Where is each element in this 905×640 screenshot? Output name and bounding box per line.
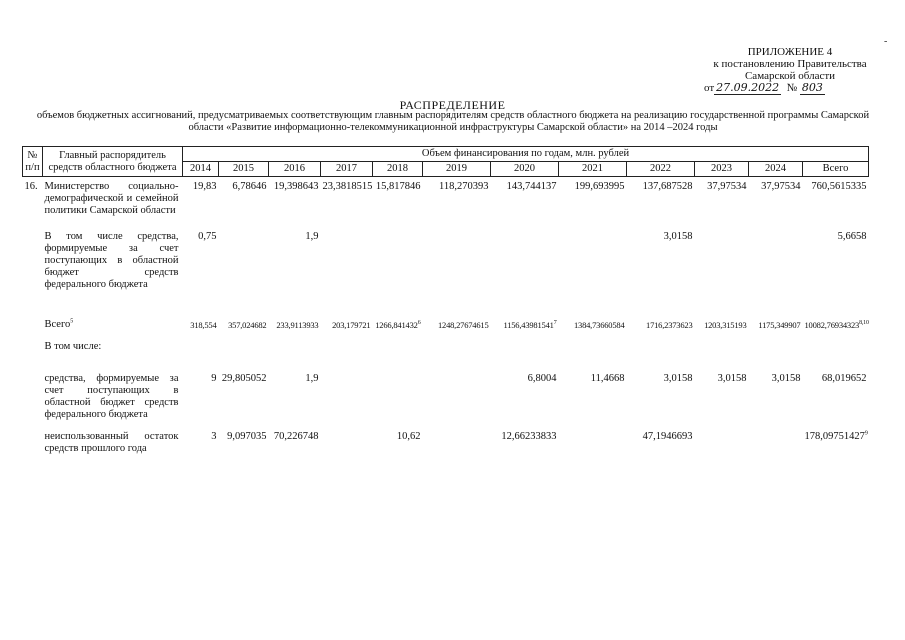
value-text: 1384,73660584 [573,319,625,330]
value-text: 3 [211,430,217,442]
value-cell [423,337,491,369]
value-cell [373,227,423,315]
value-text: 318,554 [190,319,217,330]
value-cell [423,427,491,467]
header-year: 2018 [373,162,423,177]
value-cell [695,369,749,427]
value-cell [695,227,749,315]
value-text: 233,9113933 [276,319,319,330]
value-cell [627,315,695,337]
header-year: 2017 [321,162,373,177]
value-cell [559,177,627,227]
value-cell [321,227,373,315]
value-text: 1716,2373623 [646,319,693,330]
header-year: Всего [803,162,869,177]
value-cell [183,315,219,337]
value-cell [803,337,869,369]
value-cell [269,427,321,467]
row-number [23,227,43,315]
value-cell [219,427,269,467]
row-number: 16. [24,181,38,192]
value-text: 3,0158 [663,372,693,384]
value-text: 19,398643 [273,181,319,192]
value-cell [269,315,321,337]
value-text: 5,6658 [837,230,867,242]
row-name [43,227,183,315]
value-cell [373,177,423,227]
row-number [23,369,43,427]
value-text: 1175,349907 [758,319,801,330]
value-cell [695,315,749,337]
header-year: 2020 [491,162,559,177]
value-text: 1,9 [305,372,319,384]
value-footnote: 7 [553,319,557,326]
appendix-title: ПРИЛОЖЕНИЕ 4 [747,46,833,58]
value-text: 357,024682 [228,319,267,330]
value-text: 118,270393 [439,181,489,192]
value-text: 9 [211,372,217,384]
value-text: 6,8004 [527,372,557,384]
row-name [43,337,183,369]
value-cell [627,337,695,369]
header-year: 2023 [695,162,749,177]
table-row [23,427,869,467]
value-text: 11,4668 [590,372,625,384]
value-cell [321,427,373,467]
budget-table [22,146,869,467]
value-cell [749,369,803,427]
value-text: 760,5615335 [811,181,867,192]
appendix-block [690,46,890,94]
value-text: 203,179721 [332,319,371,330]
table-row [23,227,869,315]
value-text: 37,97534 [761,181,801,192]
header-year: 2016 [269,162,321,177]
row-number [23,337,43,369]
value-cell [321,177,373,227]
row-name-text: Всего [44,318,71,330]
value-cell [559,337,627,369]
row-name-text: В том числе средства, формируемые за счет поступающих в областной бюджет средств федерального бюджета [44,230,179,290]
value-text: 3,0158 [717,372,747,384]
appendix-date-line [690,82,890,94]
header-year: 2019 [423,162,491,177]
value-cell [749,315,803,337]
value-cell [627,227,695,315]
value-cell [423,177,491,227]
appendix-num-prefix: № [786,82,798,94]
table-row [23,369,869,427]
appendix-line1: к постановлению Правительства [713,58,867,70]
value-text: 3,0158 [771,372,801,384]
value-cell [321,337,373,369]
value-text: 1156,43981541 [503,319,554,330]
header-num: № п/п [23,147,43,177]
row-name-text: В том числе: [44,340,102,352]
value-cell [749,337,803,369]
value-cell [695,177,749,227]
table-body [23,177,869,467]
value-text: 10082,76934323 [804,319,860,330]
value-cell [183,177,219,227]
value-cell [183,427,219,467]
header-group: Объем финансирования по годам, млн. рублей [183,147,869,162]
value-cell [269,177,321,227]
value-cell [491,427,559,467]
value-cell [749,227,803,315]
value-cell [627,427,695,467]
value-text: 15,817846 [375,181,421,192]
table-row [23,177,869,227]
document-title: РАСПРЕДЕЛЕНИЕ [399,98,506,112]
value-cell [559,369,627,427]
value-cell [749,427,803,467]
value-cell [491,227,559,315]
value-cell [219,315,269,337]
value-text: 1203,315193 [704,319,747,330]
value-text: 47,1946693 [642,430,693,442]
value-cell [423,369,491,427]
value-cell [373,427,423,467]
row-name [43,369,183,427]
value-cell [269,337,321,369]
row-name-text: неиспользованный остаток средств прошлого года [44,430,179,454]
value-text: 19,83 [192,181,217,192]
value-cell [559,315,627,337]
row-name [43,315,183,337]
header-year: 2022 [627,162,695,177]
value-cell [627,177,695,227]
row-name-text: Министерство социально-демографической и семейной политики Самарской области [44,181,179,216]
value-cell [183,227,219,315]
table-row [23,337,869,369]
row-number [23,315,43,337]
value-text: 37,97534 [707,181,747,192]
value-cell [695,337,749,369]
value-text: 9,097035 [227,430,267,442]
value-text: 6,78646 [232,181,267,192]
table-row [23,315,869,337]
value-cell [321,315,373,337]
value-text: 10,62 [396,430,421,442]
row-name [43,427,183,467]
value-cell [803,427,869,467]
value-footnote: 8,10 [859,319,869,326]
value-cell [373,369,423,427]
value-cell [491,337,559,369]
value-text: 178,09751427 [804,430,865,442]
value-text: 1,9 [305,230,319,242]
value-cell [321,369,373,427]
document-subtitle: объемов бюджетных ассигнований, предусматриваемых соответствующим главным распорядителям средств областного бюджета на реализацию государственной программы Самарской области «Развитие информационно-телекоммуникационной инфраструктуры Самарской области» на 2014 –2024 годы [36,110,870,133]
value-cell [491,369,559,427]
header-year: 2014 [183,162,219,177]
row-name-text: средства, формируемые за счет поступающих в областной бюджет средств федерального бюджета [44,372,179,420]
value-text: 1266,841432 [375,319,418,330]
value-text: 3,0158 [663,230,693,242]
value-text: 199,693995 [574,181,625,192]
value-text: 70,226748 [273,430,319,442]
scan-mark: - [884,36,888,47]
value-cell [219,369,269,427]
value-text: 12,66233833 [501,430,557,442]
value-cell [183,337,219,369]
value-cell [803,227,869,315]
value-cell [491,315,559,337]
value-cell [219,337,269,369]
value-cell [219,227,269,315]
value-cell [219,177,269,227]
value-text: 143,744137 [506,181,557,192]
value-cell [423,315,491,337]
value-cell [423,227,491,315]
value-cell [695,427,749,467]
appendix-from-prefix: от [704,82,715,94]
header-year: 2021 [559,162,627,177]
value-text: 68,019652 [821,372,867,384]
value-text: 137,687528 [642,181,693,192]
value-cell [559,427,627,467]
row-name [43,177,183,227]
appendix-number: 803 [801,81,823,94]
header-year: 2024 [749,162,803,177]
value-text: 23,3818515 [322,181,373,192]
header-name: Главный распорядитель средств областного бюджета [43,147,183,177]
value-footnote: 9 [864,430,868,436]
appendix-line2: Самарской области [744,70,836,82]
header-year: 2015 [219,162,269,177]
row-number [23,427,43,467]
value-cell [373,315,423,337]
value-cell [373,337,423,369]
value-cell [559,227,627,315]
value-text: 1248,27674615 [437,319,489,330]
value-cell [803,315,869,337]
value-footnote: 6 [417,319,421,326]
value-cell [803,177,869,227]
value-cell [269,227,321,315]
value-cell [749,177,803,227]
value-text: 0,75 [198,230,217,242]
row-name-footnote: 5 [70,318,74,324]
appendix-date: 27.09.2022 [716,81,780,94]
value-cell [491,177,559,227]
value-cell [803,369,869,427]
value-cell [627,369,695,427]
value-cell [183,369,219,427]
value-cell [269,369,321,427]
value-text: 29,805052 [221,372,267,384]
